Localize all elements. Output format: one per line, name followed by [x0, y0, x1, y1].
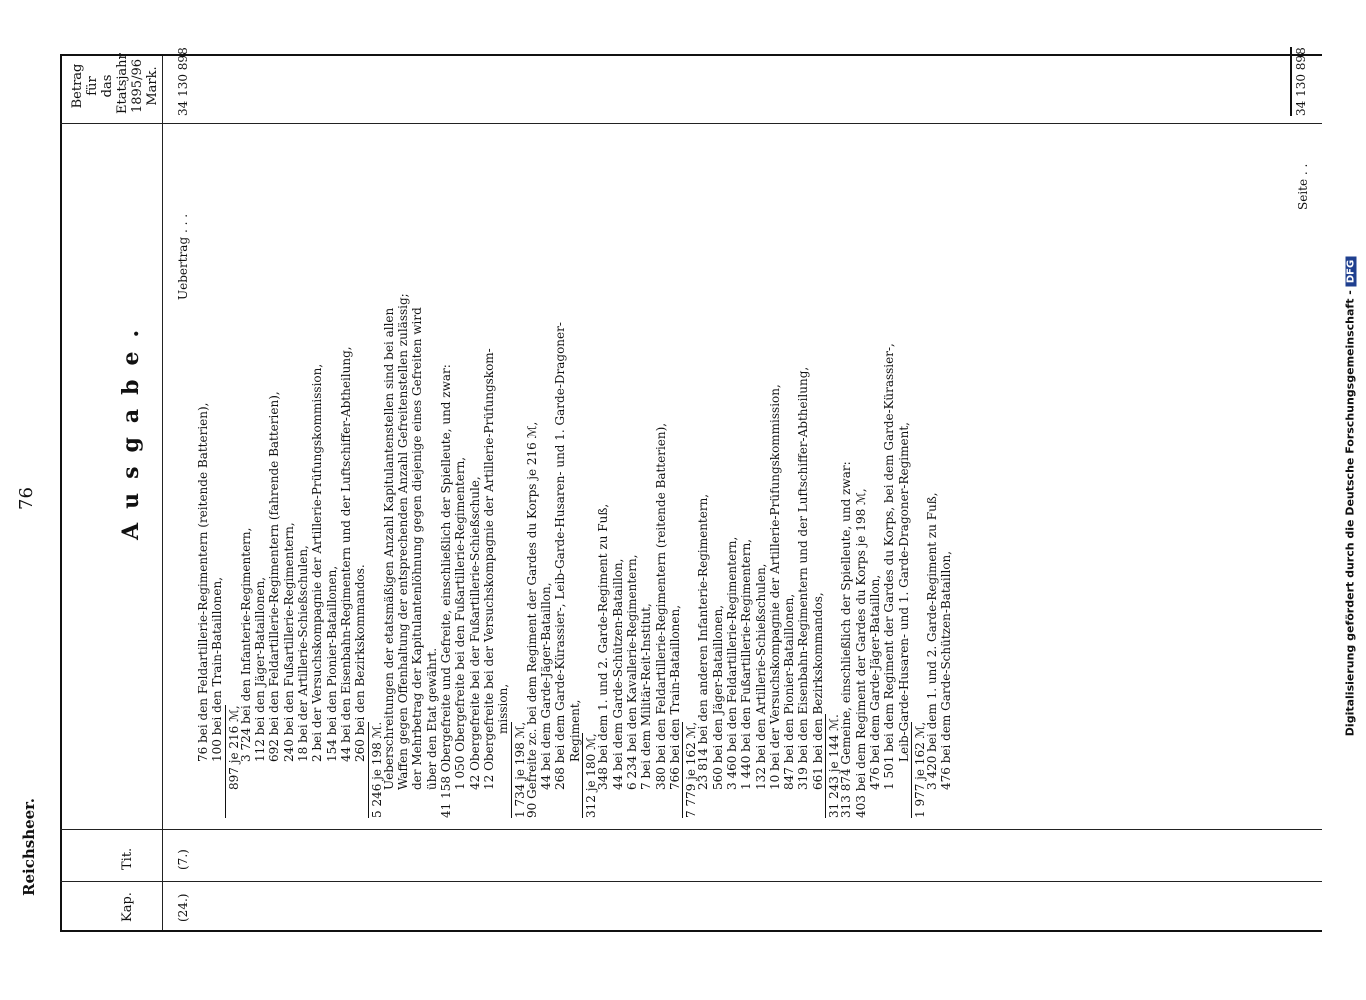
- expense-line: [468, 128, 482, 818]
- expense-line: [310, 128, 324, 818]
- expense-line: [625, 128, 639, 818]
- expense-line-text: 319 bei den Eisenbahn-Regimentern und der Luftschiffer-Abtheilung,: [796, 366, 811, 790]
- expense-line-text: 1 440 bei den Fußartillerie-Regimentern,: [739, 538, 754, 790]
- expense-line: [525, 128, 539, 818]
- page-title: Ausgabe.: [118, 315, 144, 540]
- expense-line-text: 44 bei dem Garde-Schützen-Bataillon,: [610, 558, 625, 790]
- kap-column-header: Kap.: [120, 892, 135, 922]
- expense-line: [496, 128, 510, 818]
- expense-line-text: 7 bei dem Militär-Reit-Institut,: [639, 603, 654, 790]
- expense-line-text: Leib-Garde-Husaren- und 1. Garde-Dragoner-Regiment,: [896, 422, 911, 762]
- expense-line-text: 661 bei den Bezirkskommandos,: [810, 592, 825, 790]
- expense-line-text: 476 bei dem Garde-Schützen-Bataillon,: [939, 550, 954, 790]
- expense-line: [396, 128, 410, 818]
- expense-line: [882, 128, 896, 818]
- page-number: 76: [16, 487, 37, 510]
- amount-head-line-3: 1895/96: [130, 59, 145, 114]
- expense-line: [253, 128, 267, 818]
- expense-line-text: 42 Obergefreite bei der Fußartillerie-Schießschule,: [467, 476, 482, 790]
- expense-line-text: 2 bei der Versuchskompagnie der Artillerie-Prüfungskommission,: [310, 363, 325, 762]
- expense-line-text: mission,: [496, 683, 511, 734]
- expense-line: [868, 128, 882, 818]
- tit-column-rule: [60, 829, 1322, 830]
- expense-line-text: 100 bei den Train-Bataillonen,: [210, 576, 225, 762]
- carry-over-label: Uebertrag . . .: [176, 213, 190, 300]
- expense-line-text: 1 050 Obergefreite bei den Fußartillerie-Regimentern,: [453, 456, 468, 790]
- kap-column-rule: [60, 881, 1322, 882]
- expense-line-text: 18 bei der Artillerie-Schießschulen,: [296, 545, 311, 762]
- expense-line: [725, 128, 739, 818]
- expense-line-text: 76 bei den Feldartillerie-Regimentern (reitende Batterien),: [196, 402, 210, 762]
- expense-line: [482, 128, 496, 818]
- expense-line-text: 5 246 je 198 ℳ.: [369, 721, 384, 818]
- expense-line: [553, 128, 567, 818]
- expense-line: [296, 128, 310, 818]
- expense-line-text: 1 734 je 198 ℳ,: [512, 721, 527, 818]
- expense-line: [368, 128, 382, 818]
- expense-line-text: Regiment,: [567, 699, 582, 762]
- expense-line: [696, 128, 710, 818]
- expense-line-text: 348 bei dem 1. und 2. Garde-Regiment zu Fuß,: [596, 503, 611, 790]
- expense-line-text: 1 977 je 162 ℳ,: [912, 721, 927, 818]
- expense-line: [782, 128, 796, 818]
- expense-line: [654, 128, 668, 818]
- expense-line-text: 240 bei den Fußartillerie-Regimentern,: [281, 522, 296, 762]
- expense-line: [582, 128, 599, 818]
- page-header: [4, 0, 44, 1000]
- expense-line: [339, 128, 353, 818]
- expense-line-text: 847 bei den Pionier-Bataillonen,: [782, 593, 797, 790]
- expense-line: [897, 128, 911, 818]
- table-top-rule: [60, 56, 62, 932]
- expense-line-text: Ueberschreitungen der etatsmäßigen Anzahl Kapitulantenstellen sind bei allen: [381, 307, 396, 790]
- expense-line-text: 44 bei den Eisenbahn-Regimentern und der Luftschiffer-Abtheilung,: [338, 346, 353, 762]
- expense-line-text: 7 779 je 162 ℳ,: [684, 721, 699, 818]
- expense-line: [854, 128, 868, 818]
- kap-value: (24.): [176, 893, 190, 922]
- header-bottom-rule: [162, 56, 163, 932]
- footer-label: Seite . .: [1296, 163, 1310, 210]
- expense-line-text: 692 bei den Feldartillerie-Regimentern (fahrende Batterien),: [267, 391, 282, 762]
- expense-line-text: 560 bei den Jäger-Bataillonen,: [710, 604, 725, 790]
- expense-line: [410, 128, 424, 818]
- expense-line: [568, 128, 582, 818]
- expense-line-text: 31 243 je 144 ℳ.: [827, 714, 842, 818]
- expense-line-text: Waffen gegen Offenhaltung der entsprechenden Anzahl Gefreitenstellen zulässig;: [396, 293, 411, 790]
- expense-line: [682, 128, 699, 818]
- expense-line: [210, 128, 224, 818]
- expense-line: [439, 128, 453, 818]
- expense-line: [225, 128, 239, 818]
- table-left-rule: [60, 930, 1322, 932]
- expense-line: [539, 128, 553, 818]
- expense-line: [811, 128, 825, 818]
- expense-list: [196, 128, 954, 818]
- expense-line-text: 380 bei den Feldartillerie-Regimentern (reitende Batterien),: [653, 422, 668, 790]
- table-right-rule: [60, 54, 1322, 56]
- expense-line: [239, 128, 253, 818]
- expense-line: [825, 128, 842, 818]
- expense-line: [453, 128, 467, 818]
- expense-line-text: 3 460 bei den Feldartillerie-Regimentern,: [724, 536, 739, 790]
- expense-line-text: über den Etat gewährt.: [424, 647, 439, 790]
- expense-line-text: 41 158 Obergefreite und Gefreite, einschließlich der Spielleute, und zwar:: [439, 364, 454, 818]
- expense-line: [925, 128, 939, 818]
- expense-line-text: 897 je 216 ℳ,: [225, 705, 241, 818]
- expense-line: [325, 128, 339, 818]
- expense-line-text: 12 Obergefreite bei der Versuchskompagnie der Artillerie-Prüfungskom-: [481, 348, 496, 790]
- expense-line: [739, 128, 753, 818]
- expense-line: [382, 128, 396, 818]
- amount-head-line-2: das Etatsjahr: [100, 53, 130, 114]
- expense-line: [839, 128, 853, 818]
- expense-line-text: 260 bei den Bezirkskommandos.: [353, 564, 368, 762]
- expense-line: [639, 128, 653, 818]
- amount-head-unit: Mark.: [145, 66, 160, 106]
- expense-line-text: 10 bei der Versuchskompagnie der Artillerie-Prüfungskommission,: [767, 384, 782, 790]
- expense-line-text: 403 bei dem Regiment der Gardes du Korps je 198 ℳ,: [853, 488, 868, 818]
- expense-line-text: 3 724 bei den Infanterie-Regimentern,: [238, 527, 253, 762]
- expense-line-text: 766 bei den Train-Bataillonen,: [667, 604, 682, 790]
- footer-amount: 34 130 898: [1290, 47, 1308, 116]
- expense-line-text: 6 234 bei den Kavallerie-Regimentern,: [624, 554, 639, 790]
- expense-line-text: der Mehrbetrag der Kapitulantenlöhnung gegen diejenige eines Gefreiten wird: [410, 307, 425, 790]
- expense-line: [282, 128, 296, 818]
- tit-column-header: Tit.: [120, 847, 135, 870]
- expense-line-text: 132 bei den Artillerie-Schießschulen,: [753, 563, 768, 790]
- expense-line: [196, 128, 210, 818]
- expense-line-text: 112 bei den Jäger-Bataillonen,: [253, 576, 268, 762]
- expense-line-text: 1 501 bei dem Regiment der Gardes du Korps, bei dem Garde-Kürassier-,: [882, 343, 897, 790]
- expense-line-text: 313 874 Gemeine, einschließlich der Spielleute, und zwar:: [839, 461, 854, 818]
- dfg-badge: DFG: [1346, 257, 1357, 286]
- expense-line-text: 154 bei den Pionier-Bataillonen,: [324, 565, 339, 762]
- expense-line-text: 3 420 bei dem 1. und 2. Garde-Regiment zu Fuß,: [925, 492, 940, 790]
- expense-line: [754, 128, 768, 818]
- expense-line: [796, 128, 810, 818]
- expense-line: [939, 128, 953, 818]
- digitization-credit: [1340, 10, 1360, 990]
- carry-over-amount: 34 130 898: [176, 47, 190, 116]
- running-head: Reichsheer.: [20, 798, 38, 896]
- expense-line: [611, 128, 625, 818]
- expense-line: [596, 128, 610, 818]
- expense-line: [267, 128, 281, 818]
- expense-line: [511, 128, 525, 818]
- expense-line-text: 44 bei dem Garde-Jäger-Bataillon,: [539, 582, 554, 790]
- expense-line: [425, 128, 439, 818]
- expense-line: [668, 128, 682, 818]
- expense-line-text: 23 814 bei den anderen Infanterie-Regimentern,: [696, 493, 711, 790]
- expense-line: [768, 128, 782, 818]
- credit-text: Digitalisierung gefördert durch die Deutsche Forschungsgemeinschaft -: [1343, 290, 1357, 737]
- expense-line: [911, 128, 925, 818]
- expense-line-text: 268 bei dem Garde-Kürassier-, Leib-Garde-Husaren- und 1. Garde-Dragoner-: [553, 322, 568, 790]
- expense-line: [353, 128, 367, 818]
- expense-line-text: 476 bei dem Garde-Jäger-Bataillon,: [867, 574, 882, 790]
- amount-head-line-1: Betrag für: [70, 63, 100, 109]
- expense-line-text: 312 je 180 ℳ,: [584, 733, 599, 818]
- amount-column-header: [70, 53, 160, 114]
- expense-line: [711, 128, 725, 818]
- expense-line-text: 90 Gefreite zc. bei dem Regiment der Gardes du Korps je 216 ℳ,: [524, 421, 539, 818]
- amount-column-rule: [60, 123, 1322, 124]
- tit-value: (7.): [176, 849, 190, 870]
